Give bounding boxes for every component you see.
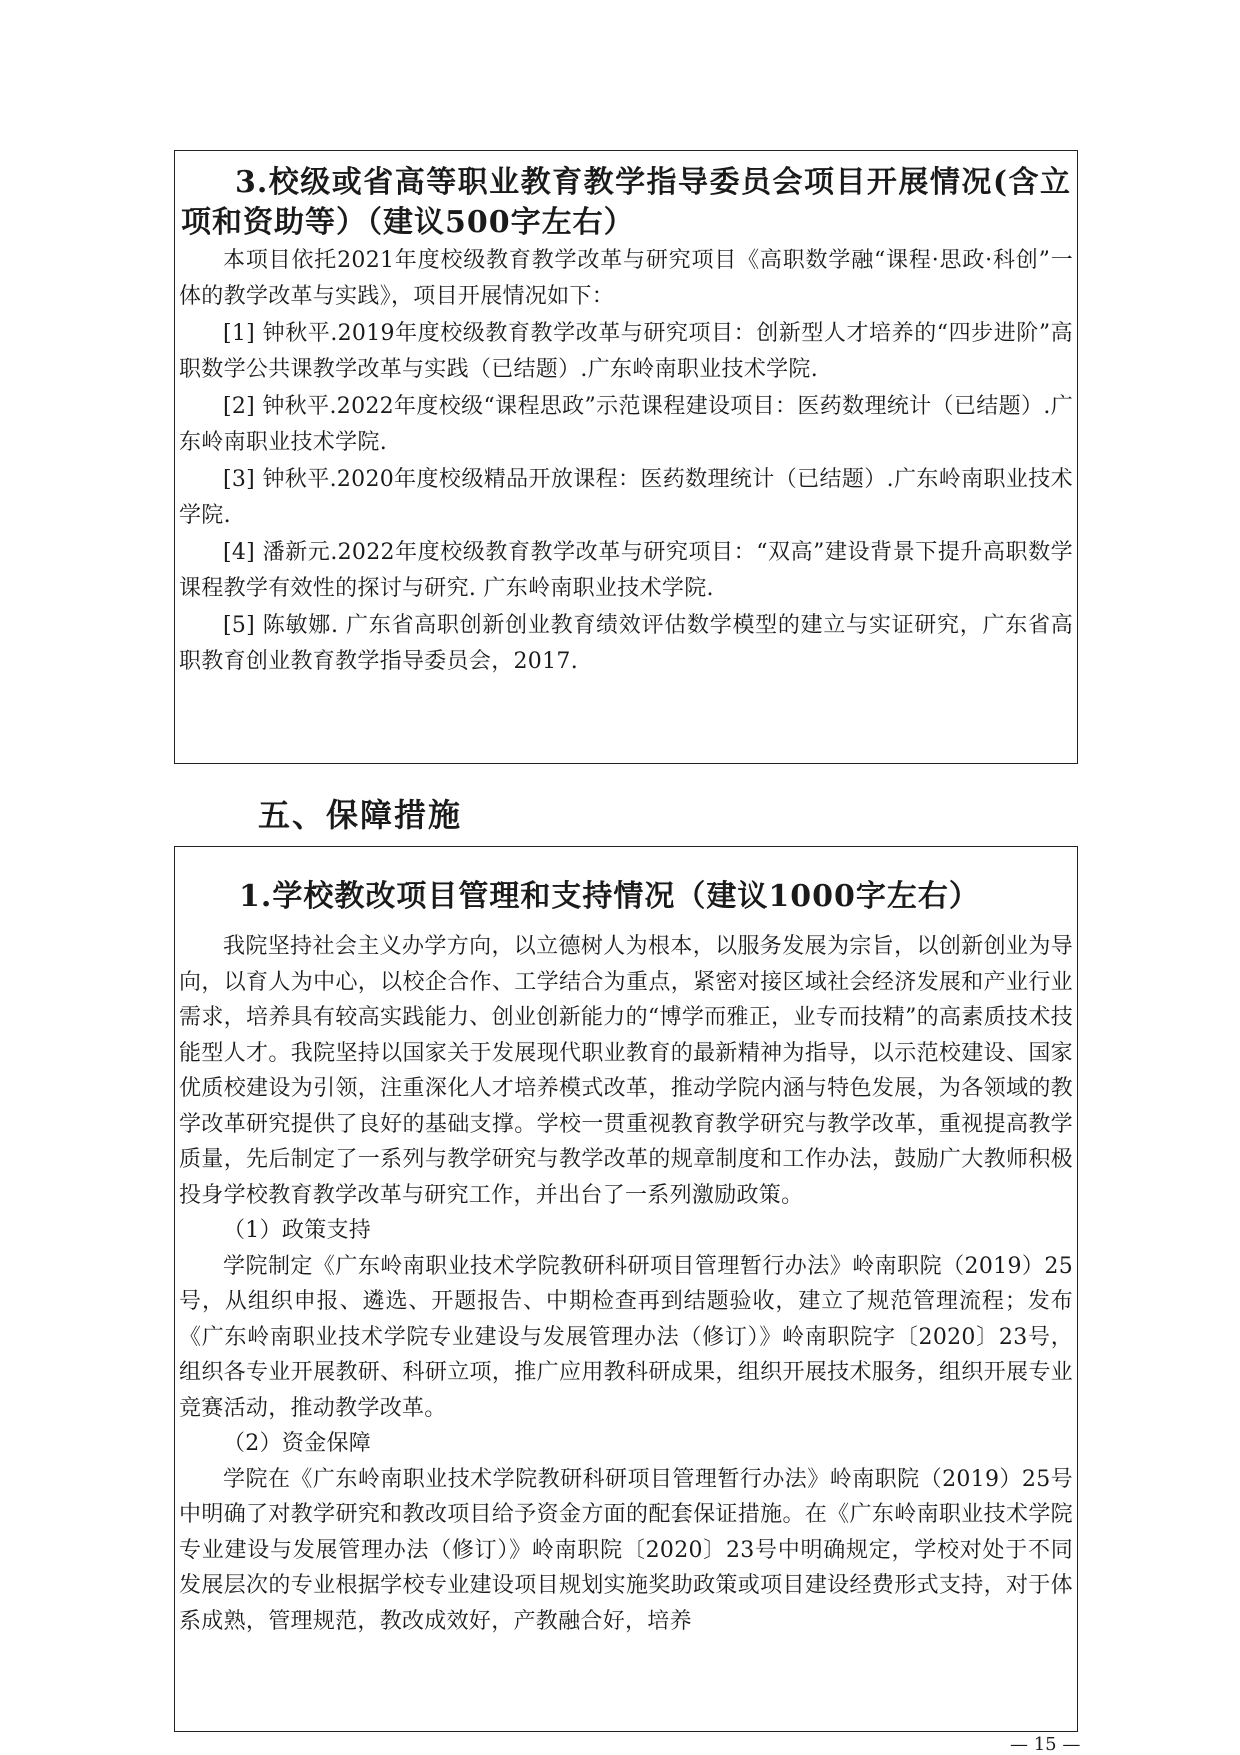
box1-heading: 3.校级或省高等职业教育教学指导委员会项目开展情况(含立项和资助等）（建议500字左右） [181,165,1071,240]
section-title: 五、保障措施 [258,796,463,834]
box2-paragraph-1: 我院坚持社会主义办学方向，以立德树人为根本，以服务发展为宗旨，以创新创业为导向，以育人为中心，以校企合作、工学结合为重点，紧密对接区域社会经济发展和产业行业需求，培养具有较高实践能力、创业创新能力的“博学而雅正，业专而技精”的高素质技术技能型人才。我院坚持以国家关于发展现代职业教育的最新精神为指导，以示范校建设、国家优质校建设为引领，注重深化人才培养模式改革，推动学院内涵与特色发展，为各领域的教学改革研究提供了良好的基础支撑。学校一贯重视教育教学研究与教学改革，重视提高教学质量，先后制定了一系列与教学研究与教学改革的规章制度和工作办法，鼓励广大教师积极投身学校教育教学改革与研究工作，并出台了一系列激励政策。 [179,934,1073,1208]
management-support-box [174,846,1078,1732]
project-status-box [174,150,1078,764]
reference-item-1: [1] 钟秋平.2019年度校级教育教学改革与研究项目：创新型人才培养的“四步进阶”高职数学公共课教学改革与实践（已结题）.广东岭南职业技术学院. [179,321,1073,382]
box2-paragraph-2: 学院制定《广东岭南职业技术学院教研科研项目管理暂行办法》岭南职院（2019）25号，从组织申报、遴选、开题报告、中期检查再到结题验收，建立了规范管理流程；发布《广东岭南职业技术学院专业建设与发展管理办法（修订）》岭南职院字〔2020〕23号，组织各专业开展教研、科研立项，推广应用教科研成果，组织开展技术服务，组织开展专业竞赛活动，推动教学改革。 [179,1253,1073,1421]
box2-heading: 1.学校教改项目管理和支持情况（建议1000字左右） [239,879,980,914]
page-number: — 15 — [1010,1734,1081,1755]
reference-item-3: [3] 钟秋平.2020年度校级精品开放课程：医药数理统计（已结题）.广东岭南职业技术学院. [179,467,1073,528]
reference-item-2: [2] 钟秋平.2022年度校级“课程思政”示范课程建设项目：医药数理统计（已结题）.广东岭南职业技术学院. [179,394,1073,455]
reference-item-5: [5] 陈敏娜. 广东省高职创新创业教育绩效评估数学模型的建立与实证研究，广东省高职教育创业教育教学指导委员会，2017. [179,613,1073,674]
box2-subheading-policy: （1）政策支持 [223,1218,372,1243]
box2-subheading-funding: （2）资金保障 [223,1431,372,1456]
box2-paragraph-3: 学院在《广东岭南职业技术学院教研科研项目管理暂行办法》岭南职院（2019）25号中明确了对教学研究和教改项目给予资金方面的配套保证措施。在《广东岭南职业技术学院专业建设与发展管理办法（修订）》岭南职院〔2020〕23号中明确规定，学校对处于不同发展层次的专业根据学校专业建设项目规划实施奖助政策或项目建设经费形式支持，对于体系成熟，管理规范，教改成效好，产教融合好，培养 [179,1466,1073,1634]
box1-intro: 本项目依托2021年度校级教育教学改革与研究项目《高职数学融“课程·思政·科创”一体的教学改革与实践》，项目开展情况如下： [179,248,1073,309]
reference-item-4: [4] 潘新元.2022年度校级教育教学改革与研究项目：“双高”建设背景下提升高职数学课程教学有效性的探讨与研究. 广东岭南职业技术学院. [179,540,1073,601]
